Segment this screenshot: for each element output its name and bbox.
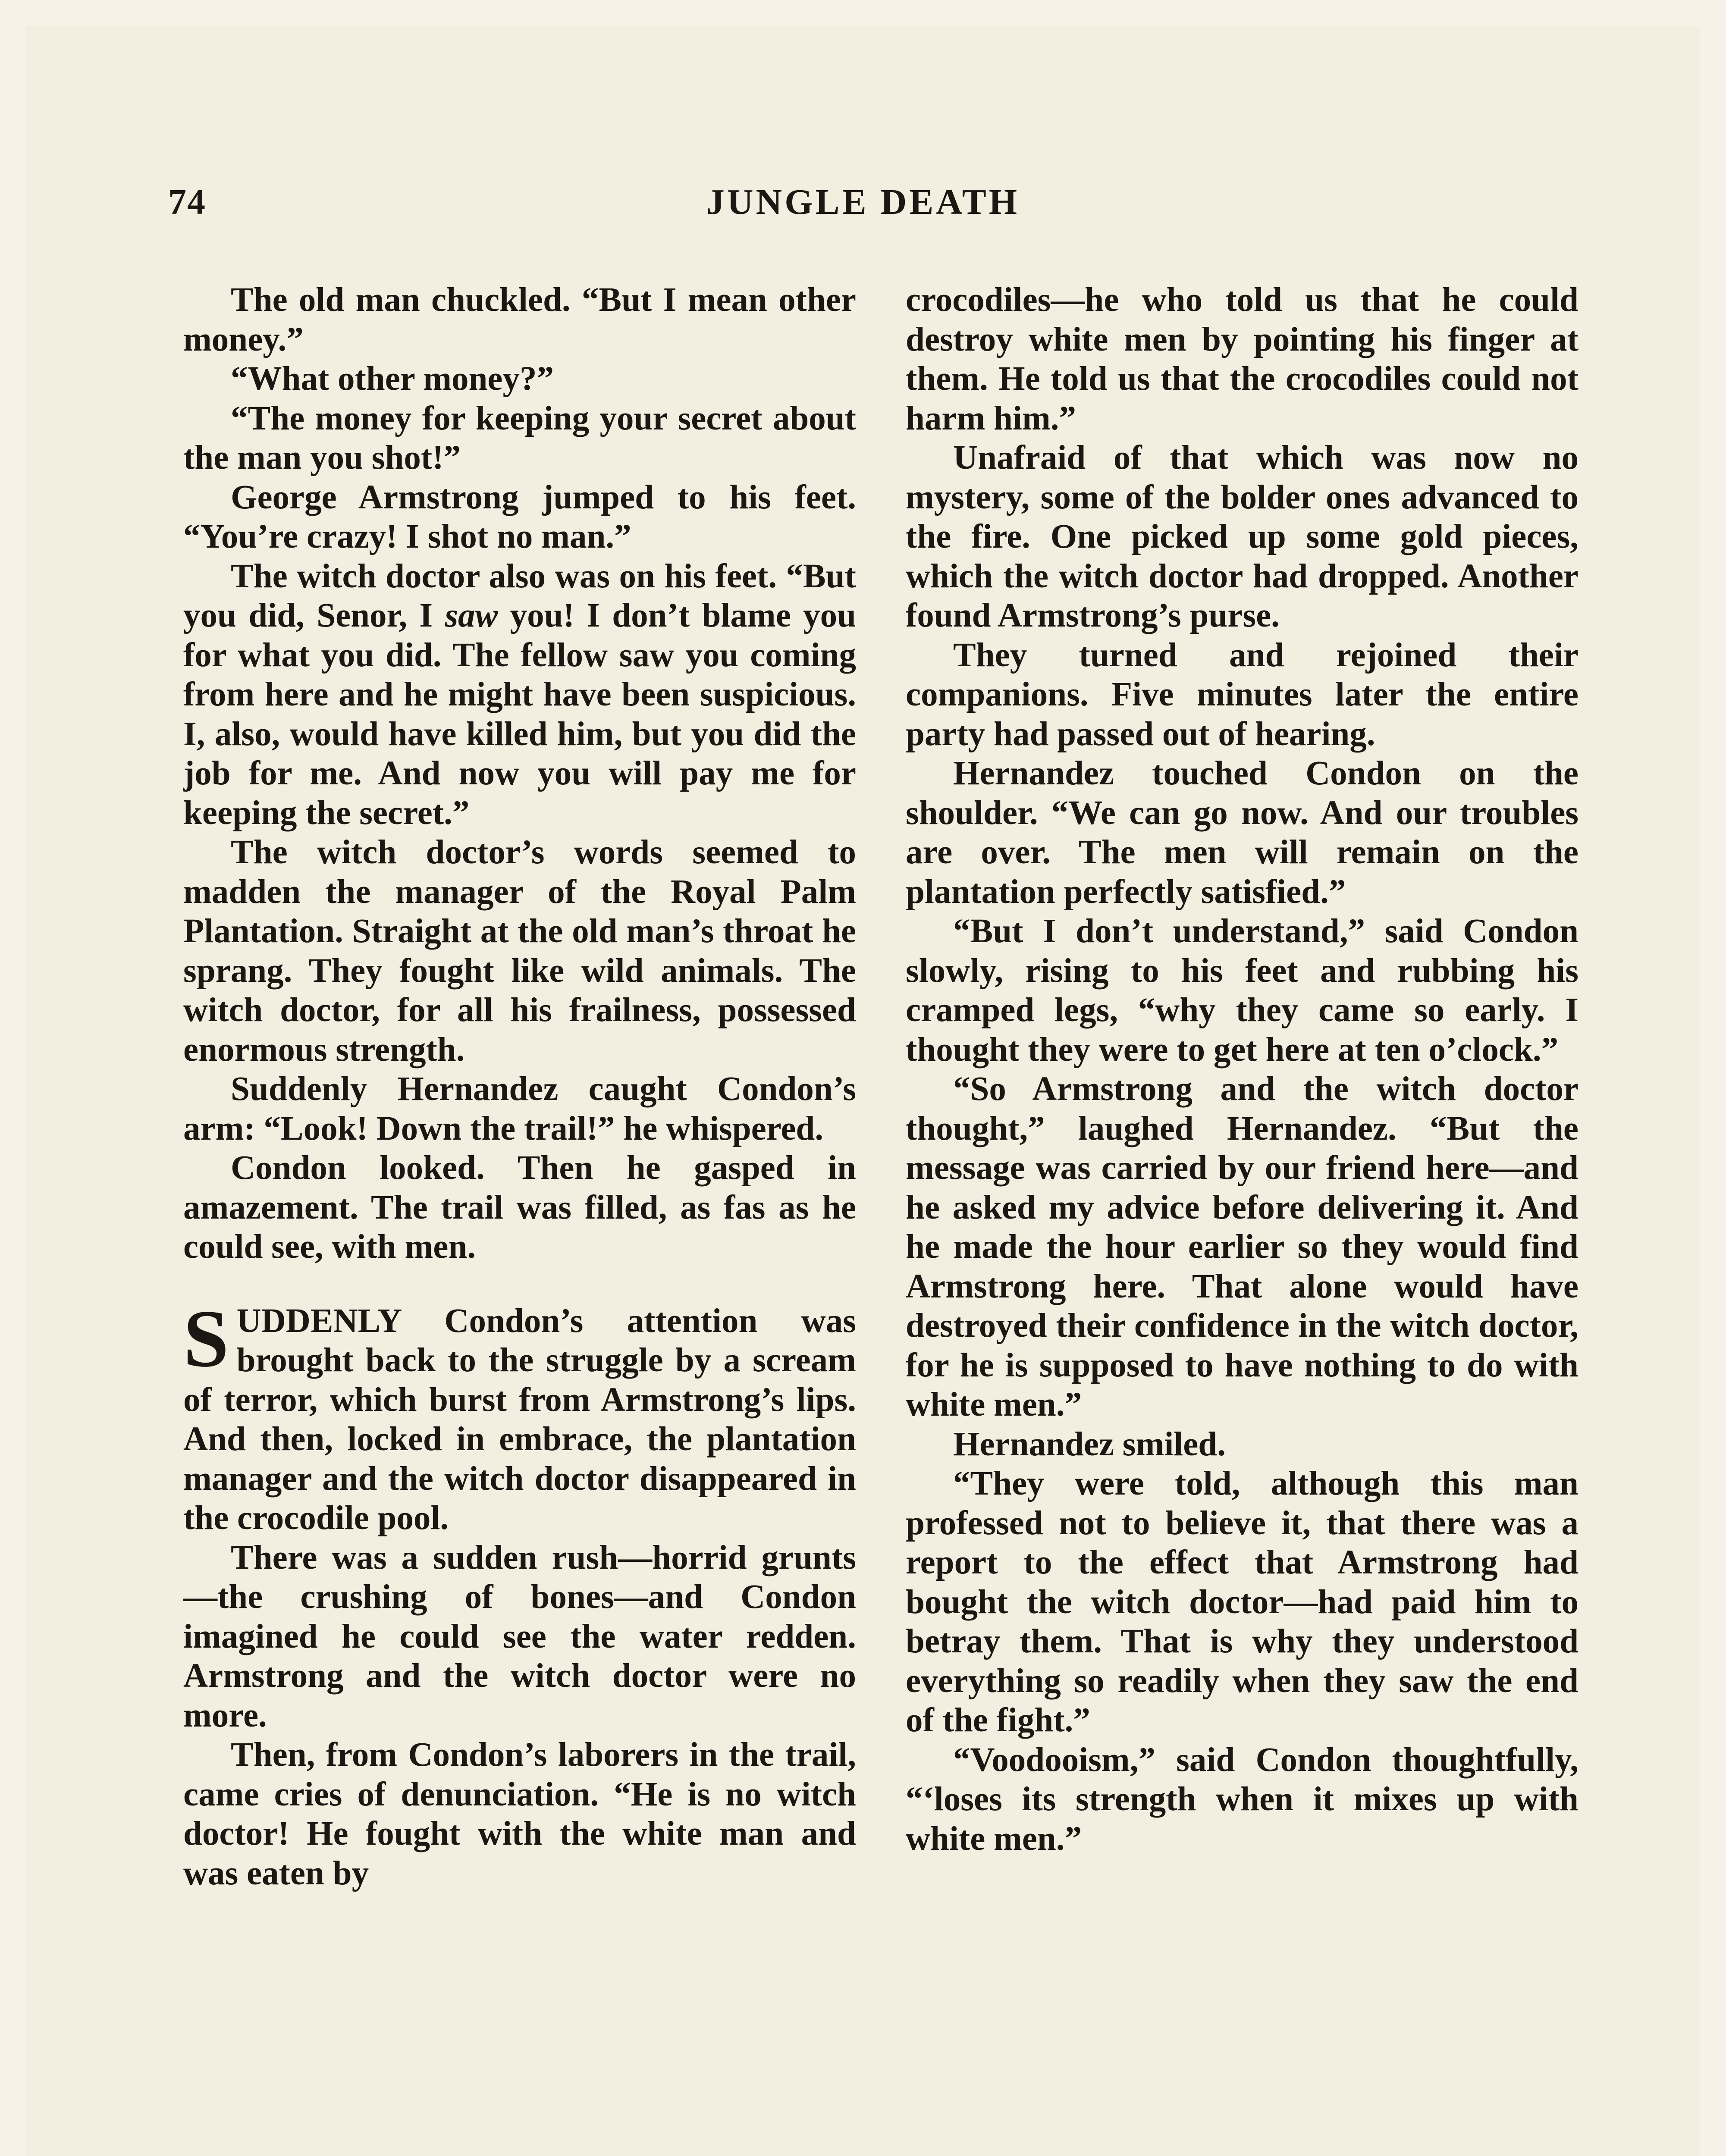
paragraph: “What other money?” xyxy=(231,360,554,398)
paragraph: Suddenly Hernandez caught Condon’s arm: “Look! Down the trail!” he whispered. xyxy=(183,1070,856,1147)
paragraph: “They were told, although this man professed not to believe it, that there was a report to the effect that Armstrong had bought the witch doctor—had paid him to betray them. That is why they understood everything so readily when they saw the end of the fight.” xyxy=(906,1465,1579,1739)
paragraph: The witch doctor’s words seemed to madden the manager of the Royal Palm Plantation. Straight at the old man’s throat he sprang. They fought like wild animals. The witch doctor, for all his frailness, possessed enormous strength. xyxy=(183,834,856,1069)
right-column xyxy=(906,280,1579,1858)
paragraph-dropcap xyxy=(183,1293,856,1538)
paragraph: Hernandez smiled. xyxy=(953,1425,1226,1463)
magazine-page xyxy=(26,26,1700,2156)
paragraph-continued: crocodiles—he who told us that he could destroy white men by pointing his finger at them. He told us that the crocodiles could not harm him.” xyxy=(906,281,1579,437)
running-title: JUNGLE DEATH xyxy=(706,182,1020,222)
left-column xyxy=(183,280,856,1893)
paragraph: George Armstrong jumped to his feet. “You’re crazy! I shot no man.” xyxy=(183,478,856,555)
page-header xyxy=(168,181,1558,233)
emphasis-text: saw xyxy=(445,597,498,634)
paragraph: Unafraid of that which was now no mystery, some of the bolder ones advanced to the fire. One picked up some gold pieces, which the witch doctor had dropped. Another found Armstrong’s purse. xyxy=(906,439,1579,634)
paragraph: “Voodooism,” said Condon thoughtfully, “‘loses its strength when it mixes up with white men.” xyxy=(906,1741,1579,1858)
paragraph: “So Armstrong and the witch doctor thought,” laughed Hernandez. “But the message was carried by our friend here—and he asked my advice before delivering it. And he made the hour earlier so they would find Armstrong here. That alone would have destroyed their confidence in the witch doctor, for he is supposed to have nothing to do with white men.” xyxy=(906,1070,1579,1423)
paragraph-text: The witch doctor also was on his feet. “But you did, Senor, I xyxy=(183,557,856,634)
paragraph-text: UDDENLY Condon’s attention was brought back to the struggle by a scream of terror, which burst from Armstrong’s lips. And then, locked in embrace, the plantation manager and the witch doctor disappeared in the crocodile pool. xyxy=(183,1302,856,1537)
paragraph: Hernandez touched Condon on the shoulder. “We can go now. And our troubles are over. The men will remain on the plantation perfectly satisfied.” xyxy=(906,755,1579,911)
page-number: 74 xyxy=(168,182,206,222)
paragraph: The old man chuckled. “But I mean other money.” xyxy=(183,281,856,358)
section-break xyxy=(183,1267,856,1301)
paragraph-text: you! I don’t blame you for what you did. The fellow saw you coming from here and he might have been suspicious. I, also, would have killed him, but you did the job for me. And now you will pay me for keeping the secret.” xyxy=(183,597,857,832)
drop-cap: S xyxy=(183,1293,229,1384)
paragraph: Then, from Condon’s laborers in the trail, came cries of denunciation. “He is no witch doctor! He fought with the white man and was eaten by xyxy=(183,1736,856,1892)
paragraph: There was a sudden rush—horrid grunts—the crushing of bones—and Condon imagined he could see the water redden. Armstrong and the witch doctor were no more. xyxy=(183,1539,856,1734)
paragraph: They turned and rejoined their companions. Five minutes later the entire party had passed out of hearing. xyxy=(906,636,1579,753)
paragraph: “But I don’t understand,” said Condon slowly, rising to his feet and rubbing his cramped legs, “why they came so early. I thought they were to get here at ten o’clock.” xyxy=(906,912,1579,1069)
paragraph: Condon looked. Then he gasped in amazement. The trail was filled, as fas as he could see, with men. xyxy=(183,1149,856,1266)
paragraph xyxy=(183,557,856,833)
paragraph: “The money for keeping your secret about the man you shot!” xyxy=(183,399,856,476)
